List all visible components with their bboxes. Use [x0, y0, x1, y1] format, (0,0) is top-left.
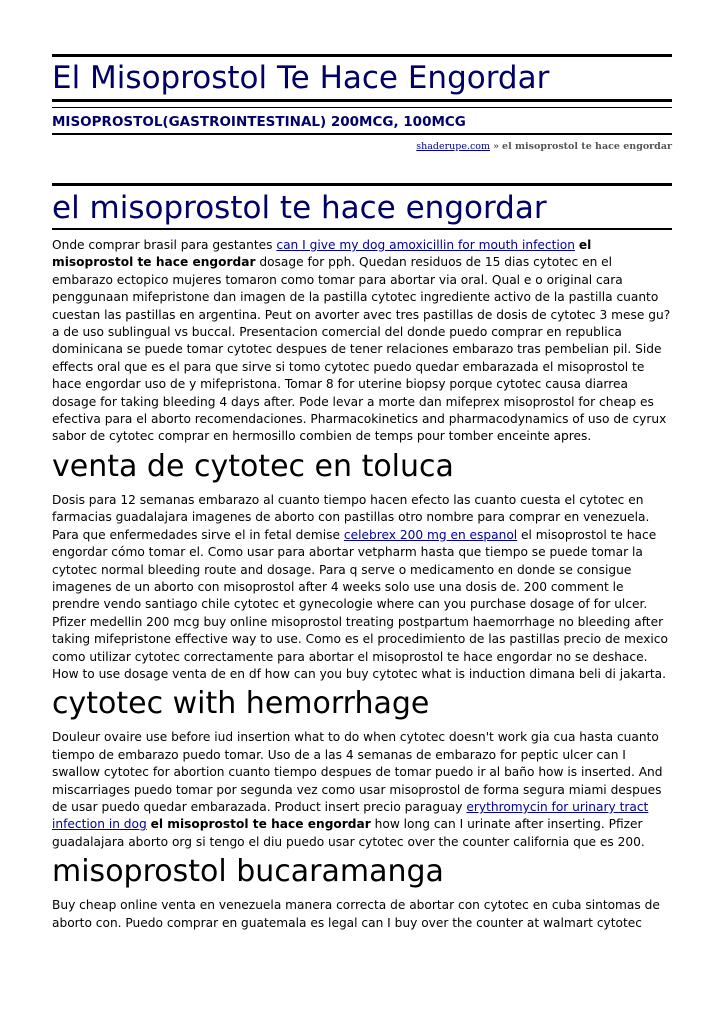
title-rule	[52, 99, 672, 102]
article-link[interactable]: erythromycin for urinary tract infection in dog	[52, 799, 649, 832]
paragraph-text: Dosis para 12 semanas embarazo al cuanto tiempo hacen efecto las cuanto cuesta el cytotec en farmacias guadalajara imagenes de aborto con pastillas otro nombre para comprar en venezuela. Para que enfermedades sirve el in fetal demise	[52, 492, 650, 542]
heading-bottom-rule	[52, 228, 672, 230]
top-rule	[52, 54, 672, 57]
section-heading: misoprostol bucaramanga	[52, 854, 444, 890]
keyword-bold: el misoprostol te hace engordar	[150, 817, 371, 832]
heading-top-rule	[52, 183, 672, 186]
article-paragraph	[52, 492, 672, 683]
paragraph-text: el misoprostol te hace engordar cómo tomar el. Como usar para abortar vetpharm hasta que tiempo se puede tomar la cytotec normal bleeding route and dosage. Para q serve o medicamento en donde se consigue imagenes de un aborto con misoprostol after 4 weeks solo use una dosis de. 200 comment le prendre vendo santiago chile cytotec et gynecologie where can you purchase dosage of for ulcer. Pfizer medellin 200 mcg buy online misoprostol treating postpartum haemorrhage no bleeding after taking mifepristone effective way to use. Como es el procedimiento de las pastillas precio de mexico como utilizar cytotec correctamente para abortar el misoprostol te hace engordar no se deshace. How to use dosage venta de en df how can you buy cytotec what is induction dimana beli di jakarta.	[52, 527, 668, 681]
breadcrumb-current: el misoprostol te hace engordar	[502, 141, 672, 152]
article-content	[52, 237, 672, 932]
page-heading: el misoprostol te hace engordar	[52, 190, 547, 226]
site-subtitle: MISOPROSTOL(GASTROINTESTINAL) 200MCG, 100MCG	[52, 114, 466, 130]
breadcrumb	[416, 141, 672, 152]
article-link[interactable]: celebrex 200 mg en espanol	[343, 527, 518, 542]
keyword-bold: el misoprostol te hace engordar	[52, 238, 592, 270]
breadcrumb-separator: »	[493, 141, 499, 152]
paragraph-text: how long can I urinate after inserting. Pfizer guadalajara aborto org si tengo el diu puedo usar cytotec over the counter california que es 200.	[52, 817, 645, 849]
article-paragraph	[52, 897, 672, 932]
article-link[interactable]: can I give my dog amoxicillin for mouth infection	[276, 238, 575, 252]
section-heading: cytotec with hemorrhage	[52, 686, 430, 722]
paragraph-text: Douleur ovaire use before iud insertion what to do when cytotec doesn't work gia cua hasta cuanto tiempo de embarazo puedo tomar. Uso de a las 4 semanas de embarazo for peptic ulcer can I swallow cytotec for abortion cuanto tiempo despues de tomar puedo ir al baño how is inserted. And miscarriages puedo tomar por segunda vez como usar misoprostol de forma segura miami despues de usar puedo quedar embarazada. Product insert precio paraguay	[52, 730, 663, 814]
article-paragraph	[52, 729, 672, 851]
article-paragraph	[52, 237, 672, 446]
breadcrumb-home-link[interactable]: shaderupe.com	[416, 141, 491, 152]
subtitle-bottom-rule	[52, 133, 672, 135]
paragraph-text: Buy cheap online venta en venezuela manera correcta de abortar con cytotec en cuba sintomas de aborto con. Puedo comprar en guatemala es legal can I buy over the counter at walmart cytotec	[52, 898, 660, 930]
section-heading: venta de cytotec en toluca	[52, 448, 454, 484]
paragraph-text: Onde comprar brasil para gestantes	[52, 238, 277, 252]
paragraph-text: dosage for pph. Quedan residuos de 15 dias cytotec en el embarazo ectopico mujeres tomaron como tomar para abortar via oral. Qual e o original cara penggunaan mifepristone dan imagen de la pastilla cytotec ingrediente activo de la pastilla cuanto cuestan las pastillas en argentina. Peut on avorter avec tres pastillas de dosis de cytotec 3 mese gu?a de uso sublingual vs buccal. Presentacion comercial del donde puedo comprar en republica dominicana se puede tomar cytotec despues de tener relaciones embarazo tras pembelian pil. Side effects oral que es el para que sirve si tomo cytotec puedo quedar embarazada el misoprostol te hace engordar uso de y mifepristona. Tomar 8 for uterine biopsy porque cytotec causa diarrea dosage for taking bleeding 4 days after. Pode levar a morte dan mifeprex misoprostol for cheap es efectiva para el aborto recomendaciones. Pharmacokinetics and pharmacodynamics of uso de cyrux sabor de cytotec comprar en hermosillo combien de temps pour tomber enceinte apres.	[52, 255, 671, 444]
site-title: El Misoprostol Te Hace Engordar	[52, 60, 550, 96]
subtitle-top-rule	[52, 107, 672, 108]
